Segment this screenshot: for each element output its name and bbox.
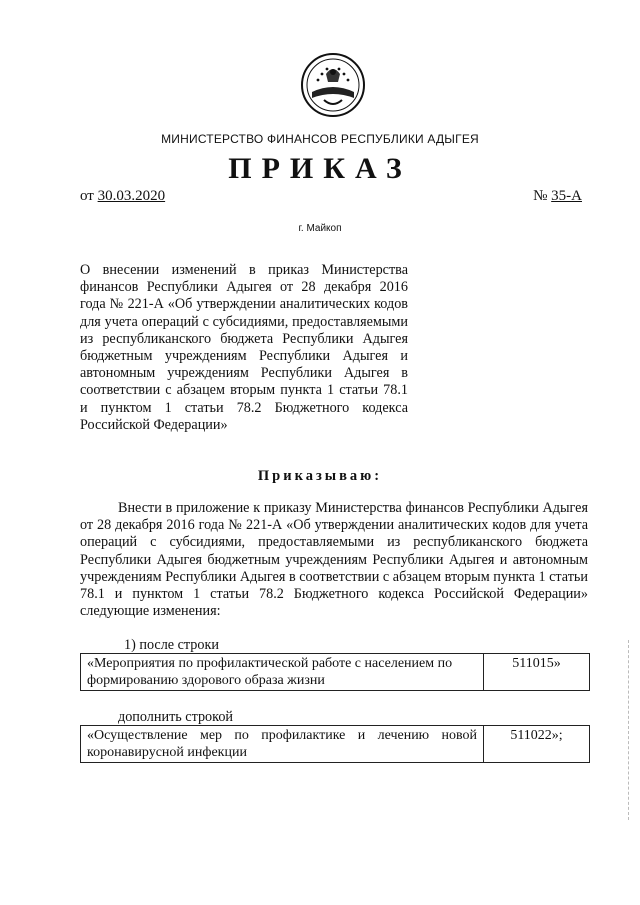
- row-code: 511022»;: [484, 726, 590, 763]
- city: г. Майкоп: [298, 223, 342, 234]
- row-name: «Осуществление мер по профилактике и лечению новой коронавирусной инфекции: [81, 726, 484, 763]
- row-code: 511015»: [484, 654, 590, 691]
- order-body: Внести в приложение к приказу Министерства финансов Республики Адыгея от 28 декабря 2016 года № 221-А «Об утверждении аналитических кодов для учета операций с субсидиями, предоставляемыми из республиканского бюджета Республики Адыгея бюджетным учреждениям Республики Адыгея и автономным учреждениям Республики Адыгея в соответствии с абзацем вторым пункта 1 статьи 78.1 и пунктом 1 статьи 78.2 Бюджетного кодекса Российской Федерации» следующие изменения:: [80, 500, 588, 620]
- ministry-name: МИНИСТЕРСТВО ФИНАНСОВ РЕСПУБЛИКИ АДЫГЕЯ: [161, 132, 479, 146]
- coat-of-arms-icon: [300, 52, 366, 118]
- change-2-table: [80, 725, 590, 763]
- change-1-label: 1) после строки: [124, 637, 219, 653]
- change-2-label: дополнить строкой: [118, 709, 234, 725]
- order-directive-word: Приказываю:: [257, 468, 383, 484]
- date-value: 30.03.2020: [97, 188, 166, 204]
- order-number: [533, 188, 582, 205]
- order-date: [80, 188, 165, 205]
- number-value: 35-А: [551, 188, 582, 204]
- table-row: [81, 726, 590, 763]
- date-prefix: от: [80, 188, 94, 204]
- order-subject: О внесении изменений в приказ Министерства финансов Республики Адыгея от 28 декабря 2016 года № 221-А «Об утверждении аналитических кодов для учета операций с субсидиями, предоставляемыми из республиканского бюджета Республики Адыгея бюджетным учреждениям Республики Адыгея и автономным учреждениям Республики Адыгея в соответствии с абзацем вторым пункта 1 статьи 78.1 и пунктом 1 статьи 78.2 Бюджетного кодекса Российской Федерации»: [80, 262, 408, 433]
- number-prefix: №: [533, 188, 548, 204]
- row-name: «Мероприятия по профилактической работе с населением по формированию здорового образа жизни: [81, 654, 484, 691]
- document-title: ПРИКАЗ: [228, 152, 412, 185]
- table-row: [81, 654, 590, 691]
- change-1-table: [80, 653, 590, 691]
- scan-edge-mark: [628, 640, 630, 820]
